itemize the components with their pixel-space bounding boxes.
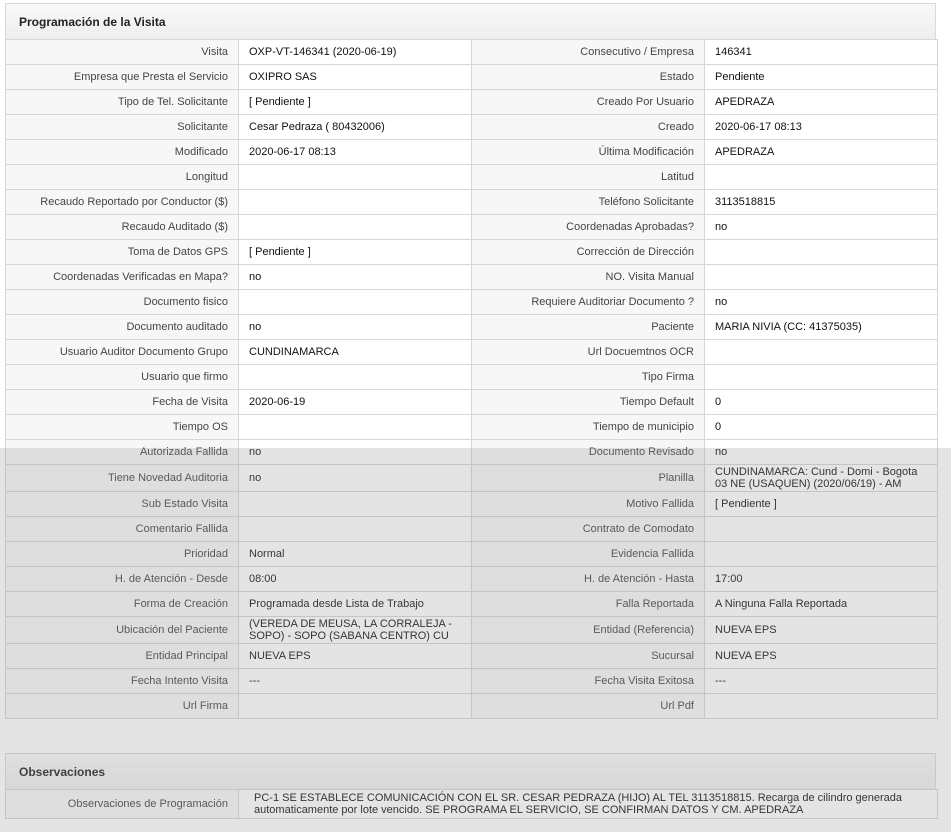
table-row	[6, 440, 938, 465]
table-row	[6, 644, 938, 669]
field-value: 17:00	[705, 567, 938, 592]
field-label: Requiere Auditoriar Documento ?	[472, 290, 705, 315]
field-value: OXIPRO SAS	[239, 65, 472, 90]
field-value: 146341	[705, 40, 938, 65]
table-row	[6, 415, 938, 440]
field-label: Evidencia Fallida	[472, 542, 705, 567]
field-label: Contrato de Comodato	[472, 517, 705, 542]
field-label: Fecha Visita Exitosa	[472, 669, 705, 694]
field-label: Tiene Novedad Auditoria	[6, 465, 239, 492]
field-label: Latitud	[472, 165, 705, 190]
field-label: Longitud	[6, 165, 239, 190]
table-row	[6, 290, 938, 315]
field-label: Motivo Fallida	[472, 492, 705, 517]
table-row	[6, 517, 938, 542]
field-value	[239, 415, 472, 440]
field-label: Coordenadas Aprobadas?	[472, 215, 705, 240]
field-label: Consecutivo / Empresa	[472, 40, 705, 65]
field-label: Documento fisico	[6, 290, 239, 315]
observaciones-table	[5, 789, 938, 819]
field-value: (VEREDA DE MEUSA, LA CORRALEJA - SOPO) - SOPO (SABANA CENTRO) CU	[239, 617, 472, 644]
field-value: no	[705, 440, 938, 465]
field-value: Cesar Pedraza ( 80432006)	[239, 115, 472, 140]
table-row	[6, 265, 938, 290]
field-value	[239, 517, 472, 542]
field-value	[705, 694, 938, 719]
field-value	[239, 190, 472, 215]
observaciones-label: Observaciones de Programación	[6, 790, 239, 819]
field-value: OXP-VT-146341 (2020-06-19)	[239, 40, 472, 65]
table-row	[6, 542, 938, 567]
field-label: Autorizada Fallida	[6, 440, 239, 465]
field-label: Estado	[472, 65, 705, 90]
field-value: 2020-06-19	[239, 390, 472, 415]
field-value: Programada desde Lista de Trabajo	[239, 592, 472, 617]
field-label: H. de Atención - Desde	[6, 567, 239, 592]
field-value: ---	[705, 669, 938, 694]
field-label: Url Docuemtnos OCR	[472, 340, 705, 365]
field-label: Recaudo Reportado por Conductor ($)	[6, 190, 239, 215]
table-row	[6, 365, 938, 390]
field-label: Tiempo Default	[472, 390, 705, 415]
field-value: [ Pendiente ]	[239, 240, 472, 265]
table-row	[6, 140, 938, 165]
field-label: Sucursal	[472, 644, 705, 669]
field-value: NUEVA EPS	[705, 644, 938, 669]
field-label: Planilla	[472, 465, 705, 492]
field-label: Forma de Creación	[6, 592, 239, 617]
field-value	[705, 517, 938, 542]
observaciones-panel	[5, 753, 936, 819]
field-value	[239, 694, 472, 719]
field-value	[705, 340, 938, 365]
table-row	[6, 694, 938, 719]
field-label: Corrección de Dirección	[472, 240, 705, 265]
field-value: 3113518815	[705, 190, 938, 215]
observaciones-value: PC-1 SE ESTABLECE COMUNICACIÓN CON EL SR. CESAR PEDRAZA (HIJO) AL TEL 3113518815. Recarga de cilindro generada automaticamente por lote vencido. SE PROGRAMA EL SERVICIO, SE CONFIRMAN DATOS Y CM. APEDRAZA	[239, 790, 938, 819]
field-value: MARIA NIVIA (CC: 41375035)	[705, 315, 938, 340]
field-value: [ Pendiente ]	[705, 492, 938, 517]
field-label: Falla Reportada	[472, 592, 705, 617]
field-label: Solicitante	[6, 115, 239, 140]
table-row	[6, 165, 938, 190]
field-label: Teléfono Solicitante	[472, 190, 705, 215]
field-value: CUNDINAMARCA: Cund - Domi - Bogota 03 NE (USAQUEN) (2020/06/19) - AM	[705, 465, 938, 492]
field-value	[705, 542, 938, 567]
table-row	[6, 492, 938, 517]
table-row	[6, 567, 938, 592]
field-value: no	[239, 315, 472, 340]
field-value: no	[239, 465, 472, 492]
field-label: Ubicación del Paciente	[6, 617, 239, 644]
field-label: Modificado	[6, 140, 239, 165]
field-label: Url Firma	[6, 694, 239, 719]
programacion-table	[5, 39, 938, 719]
field-value: APEDRAZA	[705, 90, 938, 115]
field-label: Sub Estado Visita	[6, 492, 239, 517]
field-value: NUEVA EPS	[705, 617, 938, 644]
field-value: no	[705, 290, 938, 315]
table-row	[6, 65, 938, 90]
field-value	[239, 290, 472, 315]
table-row	[6, 790, 938, 819]
field-value: 0	[705, 415, 938, 440]
field-label: Tiempo de municipio	[472, 415, 705, 440]
table-row	[6, 617, 938, 644]
field-value	[705, 240, 938, 265]
field-value	[705, 365, 938, 390]
table-row	[6, 90, 938, 115]
field-label: Paciente	[472, 315, 705, 340]
field-label: NO. Visita Manual	[472, 265, 705, 290]
field-value: no	[239, 440, 472, 465]
table-row	[6, 592, 938, 617]
field-label: Tipo de Tel. Solicitante	[6, 90, 239, 115]
field-label: Usuario Auditor Documento Grupo	[6, 340, 239, 365]
field-label: Creado	[472, 115, 705, 140]
table-row	[6, 340, 938, 365]
field-value: no	[705, 215, 938, 240]
observaciones-title: Observaciones	[5, 753, 936, 789]
field-value	[239, 165, 472, 190]
table-row	[6, 465, 938, 492]
field-label: Documento auditado	[6, 315, 239, 340]
table-row	[6, 390, 938, 415]
table-row	[6, 240, 938, 265]
table-row	[6, 40, 938, 65]
field-label: Entidad Principal	[6, 644, 239, 669]
field-value: NUEVA EPS	[239, 644, 472, 669]
field-label: Coordenadas Verificadas en Mapa?	[6, 265, 239, 290]
field-value: CUNDINAMARCA	[239, 340, 472, 365]
field-label: Documento Revisado	[472, 440, 705, 465]
field-value: 2020-06-17 08:13	[239, 140, 472, 165]
table-row	[6, 190, 938, 215]
field-value: ---	[239, 669, 472, 694]
field-label: Fecha de Visita	[6, 390, 239, 415]
field-label: Tipo Firma	[472, 365, 705, 390]
field-label: Fecha Intento Visita	[6, 669, 239, 694]
field-value: 0	[705, 390, 938, 415]
field-label: Toma de Datos GPS	[6, 240, 239, 265]
field-label: Última Modificación	[472, 140, 705, 165]
field-value: no	[239, 265, 472, 290]
programacion-panel	[5, 3, 936, 719]
field-value: A Ninguna Falla Reportada	[705, 592, 938, 617]
table-row	[6, 215, 938, 240]
field-value	[239, 215, 472, 240]
field-value	[705, 165, 938, 190]
field-value: Pendiente	[705, 65, 938, 90]
field-value	[239, 492, 472, 517]
field-label: H. de Atención - Hasta	[472, 567, 705, 592]
field-value: 2020-06-17 08:13	[705, 115, 938, 140]
field-value: 08:00	[239, 567, 472, 592]
field-label: Comentario Fallida	[6, 517, 239, 542]
field-label: Empresa que Presta el Servicio	[6, 65, 239, 90]
field-value: [ Pendiente ]	[239, 90, 472, 115]
programacion-title: Programación de la Visita	[5, 3, 936, 39]
field-label: Visita	[6, 40, 239, 65]
field-label: Creado Por Usuario	[472, 90, 705, 115]
field-value	[239, 365, 472, 390]
field-label: Prioridad	[6, 542, 239, 567]
table-row	[6, 669, 938, 694]
field-label: Entidad (Referencia)	[472, 617, 705, 644]
field-label: Url Pdf	[472, 694, 705, 719]
table-row	[6, 115, 938, 140]
field-value	[705, 265, 938, 290]
table-row	[6, 315, 938, 340]
field-label: Usuario que firmo	[6, 365, 239, 390]
field-value: Normal	[239, 542, 472, 567]
field-label: Tiempo OS	[6, 415, 239, 440]
field-value: APEDRAZA	[705, 140, 938, 165]
field-label: Recaudo Auditado ($)	[6, 215, 239, 240]
